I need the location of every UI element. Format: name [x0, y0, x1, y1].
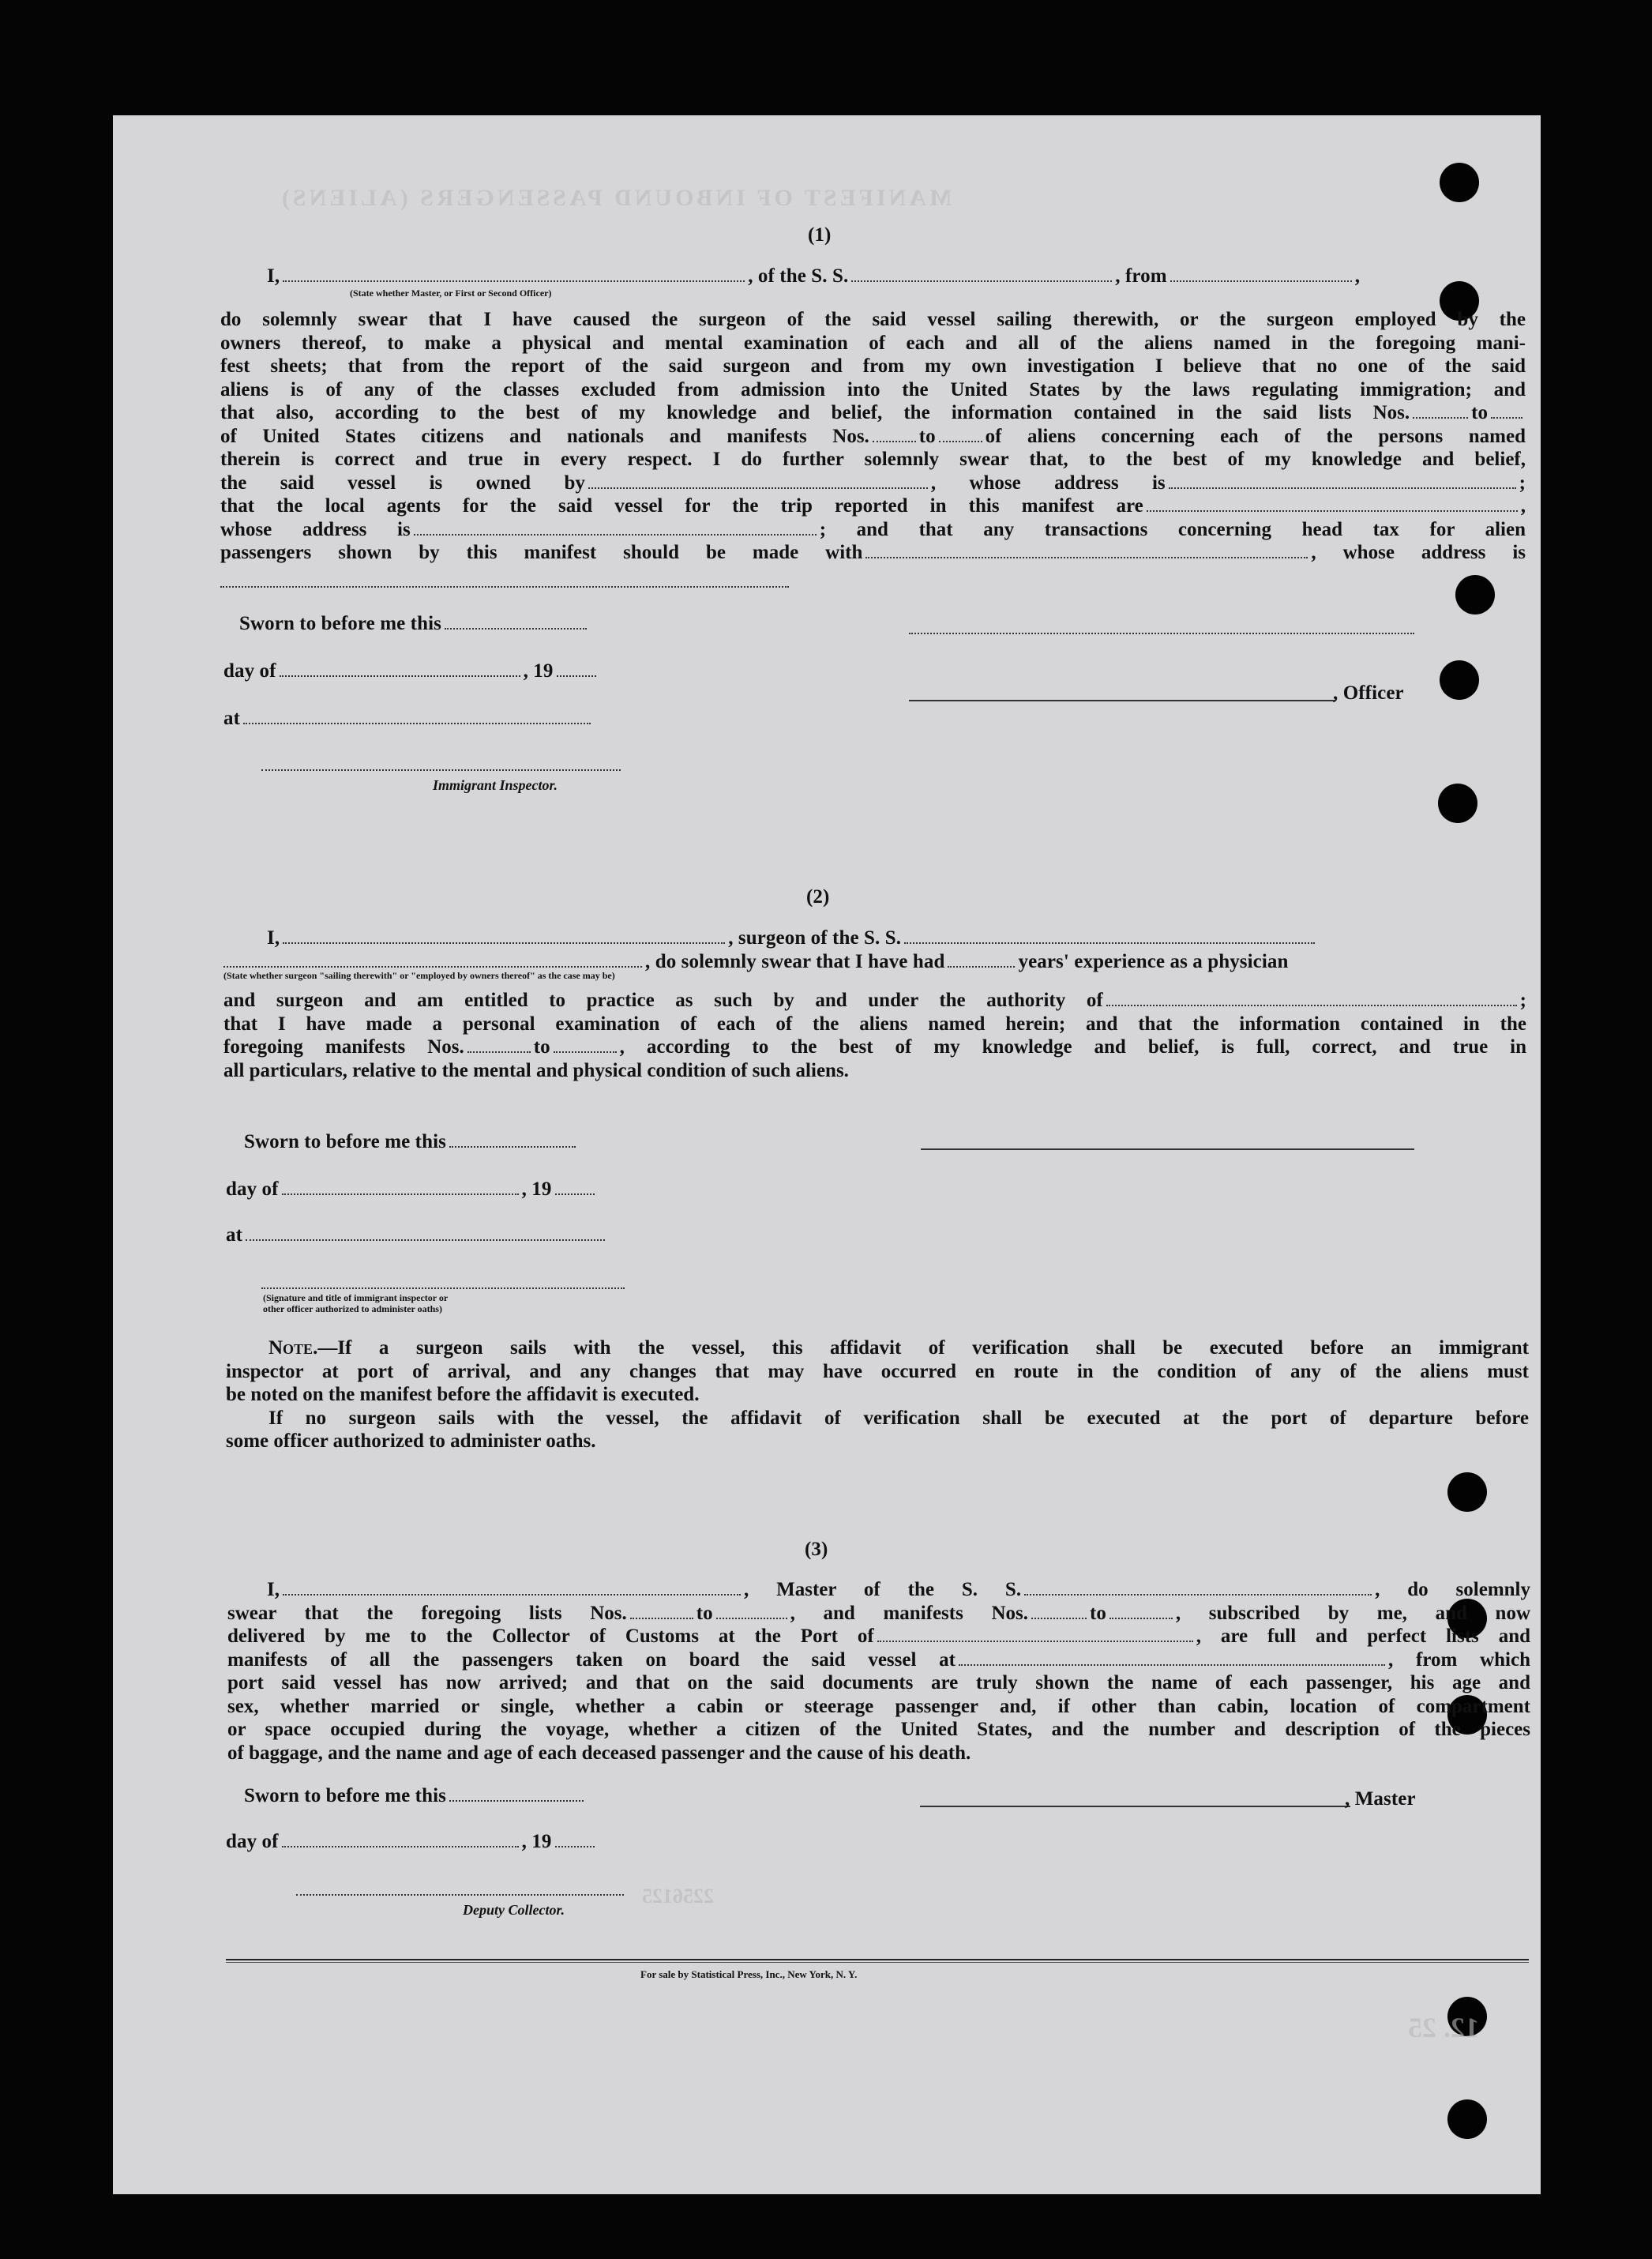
year-field[interactable] [555, 1844, 595, 1847]
lists-to-field[interactable] [716, 1616, 787, 1619]
port-field[interactable] [877, 1639, 1193, 1642]
sworn-date-field[interactable] [445, 626, 587, 630]
document-page [113, 115, 1541, 2194]
signature-hint: (Signature and title of immigrant inspector or other officer authorized to administer oaths) [263, 1292, 449, 1314]
section-number: (1) [808, 224, 832, 246]
at-label: at [223, 708, 594, 730]
punch-hole [1447, 2099, 1487, 2139]
from-port-field[interactable] [1170, 279, 1352, 282]
master-name-field[interactable] [283, 1592, 741, 1596]
day-of-label: day of , 19 [226, 1831, 598, 1853]
owner-address-field[interactable] [1169, 486, 1516, 489]
master-signature-line[interactable] [920, 1806, 1350, 1807]
bleed-through-header: MANIFEST OF INBOUND PASSENGERS (ALIENS) [279, 185, 952, 211]
at-field[interactable] [243, 721, 591, 724]
sworn-date-field[interactable] [449, 1799, 584, 1802]
section3-body: I, , Master of the S. S. , do solemnly swear that the foregoing lists Nos. to , and manifests Nos. to , subscribed by me, and now delivered by me to the Collector of Customs at the Port of , are full and perfect lists and manifests of all the passengers taken on board the said vessel at , from which port said vessel has now arrived; and that on the said documents are truly shown the name of each passenger, his age and sex, whether married or single, whether a cabin or steerage passenger and, if other than cabin, location of compartment or space occupied during the voyage, whether a citizen of the United States, and the number and description of the pieces of baggage, and the name and age of each deceased passenger and the cause of his death. [227, 1579, 1531, 1764]
day-of-label: day of , 19 [226, 1178, 598, 1201]
vessel-name-field[interactable] [851, 279, 1112, 282]
punch-hole [1438, 784, 1477, 823]
footer-imprint: For sale by Statistical Press, Inc., New York, N. Y. [640, 1968, 858, 1980]
section-number: (3) [805, 1539, 828, 1560]
surgeon-hint: (State whether surgeon "sailing therewith" or "employed by owners thereof" as the case may be) [223, 970, 615, 981]
year-field[interactable] [555, 1192, 595, 1195]
lists-from-field[interactable] [1413, 415, 1468, 419]
local-agents-field[interactable] [1147, 509, 1518, 512]
deputy-signature-line[interactable] [296, 1894, 624, 1896]
lists-to-field[interactable] [1491, 415, 1522, 419]
officer-signature-line[interactable] [909, 700, 1335, 701]
officer-hint: (State whether Master, or First or Second Officer) [350, 288, 552, 299]
agents-address-field[interactable] [414, 532, 817, 536]
deputy-label: Deputy Collector. [463, 1902, 565, 1918]
punch-hole [1440, 660, 1479, 700]
owner-field[interactable] [588, 486, 928, 489]
footer-rule [226, 1959, 1529, 1960]
sworn-date-field[interactable] [449, 1145, 576, 1148]
day-of-field[interactable] [280, 674, 520, 677]
punch-hole [1455, 575, 1495, 615]
manifests-from-field[interactable] [873, 439, 916, 442]
manifests-from-field[interactable] [467, 1050, 531, 1053]
surgeon-name-field[interactable] [283, 941, 725, 944]
section2-body: and surgeon and am entitled to practice as such by and under the authority of ; that I have made a personal examination of each of the aliens named herein; and that the information contained in the foregoing manifests Nos. to , according to the best of my knowledge and belief, is full, correct, and true in all particulars, relative to the mental and physical condition of such aliens. [223, 990, 1526, 1081]
day-of-label: day of , 19 [223, 660, 599, 682]
bleed-through-margin-number: 12. 25 [1408, 2012, 1479, 2043]
oath-opening: I, , of the S. S. , from , [267, 265, 1361, 287]
day-of-field[interactable] [282, 1844, 519, 1847]
inspector-label: Immigrant Inspector. [433, 777, 558, 793]
year-field[interactable] [557, 674, 596, 677]
at-field[interactable] [246, 1238, 605, 1241]
punch-hole [1447, 1472, 1487, 1512]
surgeon-oath: I, , surgeon of the S. S. [267, 927, 1318, 949]
punch-hole [1440, 163, 1479, 202]
manifests-to-field[interactable] [939, 439, 982, 442]
embark-port-field[interactable] [959, 1663, 1385, 1666]
at-label: at [226, 1224, 608, 1246]
manifests-to-field[interactable] [1109, 1616, 1173, 1619]
signature-line[interactable] [909, 633, 1414, 634]
section1-body: do solemnly swear that I have caused the surgeon of the said vessel sailing therewith, or the surgeon employed by the owners thereof, to make a physical and mental examination of each and all of the aliens named in the foregoing mani- fest sheets; that from the report of the said surgeon and from my own investigation I believe that no one of the said aliens is of any of the classes excluded from admission into the United States by the laws regulating immigration; and that also, according to the best of my knowledge and belief, the information contained in the said lists Nos. to of United States citizens and nationals and manifests Nos. to of aliens concerning each of the persons named therein is correct and true in every respect. I do further solemnly swear that, to the best of my knowledge and belief, the said vessel is owned by , whose address is ; that the local agents for the said vessel for the trip reported in this manifest are , whose address is ; and that any transactions concerning head tax for alien passengers shown by this manifest should be made with , whose address is [220, 309, 1526, 563]
sworn-label: Sworn to before me this [239, 613, 590, 635]
sworn-label: Sworn to before me this [244, 1131, 579, 1153]
master-label: , Master [1345, 1788, 1416, 1810]
day-of-field[interactable] [282, 1192, 519, 1195]
surgeon-swear: , do solemnly swear that I have had years' experience as a physician [223, 951, 1289, 973]
bleed-through-stamp: 2256125 [642, 1885, 714, 1908]
inspector-signature-line[interactable] [261, 1287, 625, 1289]
lists-from-field[interactable] [630, 1616, 693, 1619]
officer-name-field[interactable] [283, 279, 745, 282]
surgeon-signature-line[interactable] [921, 1148, 1414, 1150]
vessel-name-field[interactable] [1024, 1592, 1372, 1596]
authority-field[interactable] [1106, 1003, 1517, 1006]
inspector-signature-line[interactable] [261, 769, 621, 771]
officer-label: , Officer [1333, 682, 1404, 704]
head-tax-party-field[interactable] [865, 555, 1308, 558]
footer-rule [226, 1962, 1529, 1963]
address-line[interactable] [220, 586, 789, 588]
manifests-to-field[interactable] [554, 1050, 617, 1053]
years-field[interactable] [948, 964, 1015, 968]
sworn-label: Sworn to before me this [244, 1785, 587, 1807]
manifests-from-field[interactable] [1031, 1616, 1087, 1619]
section-number: (2) [806, 886, 830, 908]
note-paragraph: Note.—If a surgeon sails with the vessel, this affidavit of verification shall be executed before an immigrant inspector at port of arrival, and any changes that may have occurred en route in the condition of any of the aliens must be noted on the manifest before the affidavit is executed. If no surgeon sails with the vessel, the affidavit of verification shall be executed at the port of departure before some officer authorized to administer oaths. [226, 1337, 1529, 1452]
vessel-name-field[interactable] [904, 941, 1315, 944]
